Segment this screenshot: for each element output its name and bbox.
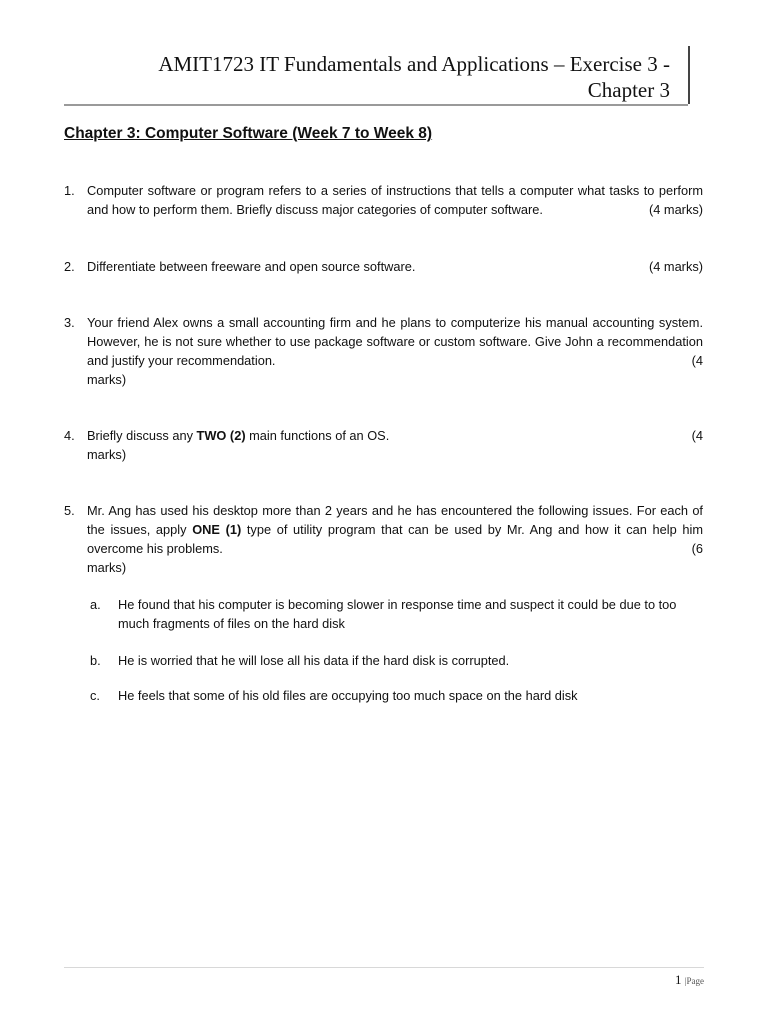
question-number: 5. <box>64 503 75 518</box>
subitem-letter: b. <box>90 653 101 668</box>
question-text: Differentiate between freeware and open source software. <box>87 259 416 274</box>
page-header <box>64 46 688 106</box>
question-text: Your friend Alex owns a small accounting firm and he plans to computerize his manual accounting system. However, he is not sure whether to use package software or custom software. Give John a recommendation and justify your recommendation. <box>87 315 703 368</box>
question-marks: (4 marks) <box>648 202 703 217</box>
subitem-letter: c. <box>90 688 100 703</box>
subitem-c <box>90 686 703 705</box>
header-title-line2: Chapter 3 <box>587 78 670 102</box>
question-3 <box>64 313 703 389</box>
question-number: 3. <box>64 315 75 330</box>
question-text: Briefly discuss any TWO (2) main functions of an OS. <box>87 428 390 443</box>
page-label: Page <box>686 976 704 986</box>
question-text: Mr. Ang has used his desktop more than 2 years and he has encountered the following issues. For each of the issues, apply ONE (1) type of utility program that can be used by Mr. Ang and how it can help him overcome his problems. <box>87 503 703 556</box>
question-1 <box>64 181 703 219</box>
question-marks-continued: marks) <box>87 447 127 462</box>
footer-divider <box>64 967 704 968</box>
question-number: 1. <box>64 183 75 198</box>
question-marks-continued: marks) <box>87 560 127 575</box>
question-marks-part: (4 <box>691 428 703 443</box>
question-text: Computer software or program refers to a series of instructions that tells a computer what tasks to perform and how to perform them. Briefly discuss major categories of computer software. <box>87 183 703 217</box>
question-number: 4. <box>64 428 75 443</box>
chapter-title: Chapter 3: Computer Software (Week 7 to Week 8) <box>64 125 433 142</box>
subitem-text: He found that his computer is becoming slower in response time and suspect it could be due to too much fragments of files on the hard disk <box>118 597 677 631</box>
subitem-text: He feels that some of his old files are occupying too much space on the hard disk <box>118 688 578 703</box>
subitem-a <box>90 595 703 633</box>
page-number: 1 <box>674 972 682 987</box>
question-4 <box>64 426 703 464</box>
question-marks-part: (4 <box>691 353 703 368</box>
page-footer <box>675 972 704 988</box>
header-divider <box>688 46 690 104</box>
question-2 <box>64 257 703 276</box>
question-marks-part: (6 <box>691 541 703 556</box>
subitem-text: He is worried that he will lose all his data if the hard disk is corrupted. <box>118 653 510 668</box>
subitem-letter: a. <box>90 597 101 612</box>
emphasis-text: ONE (1) <box>192 522 242 537</box>
emphasis-text: TWO (2) <box>196 428 246 443</box>
question-number: 2. <box>64 259 75 274</box>
question-5 <box>64 501 703 577</box>
subitem-b <box>90 651 703 670</box>
header-title-line1: AMIT1723 IT Fundamentals and Applications – Exercise 3 - <box>158 52 670 76</box>
question-marks: (4 marks) <box>648 259 703 274</box>
footer-separator: | <box>684 976 687 986</box>
question-marks-continued: marks) <box>87 372 127 387</box>
